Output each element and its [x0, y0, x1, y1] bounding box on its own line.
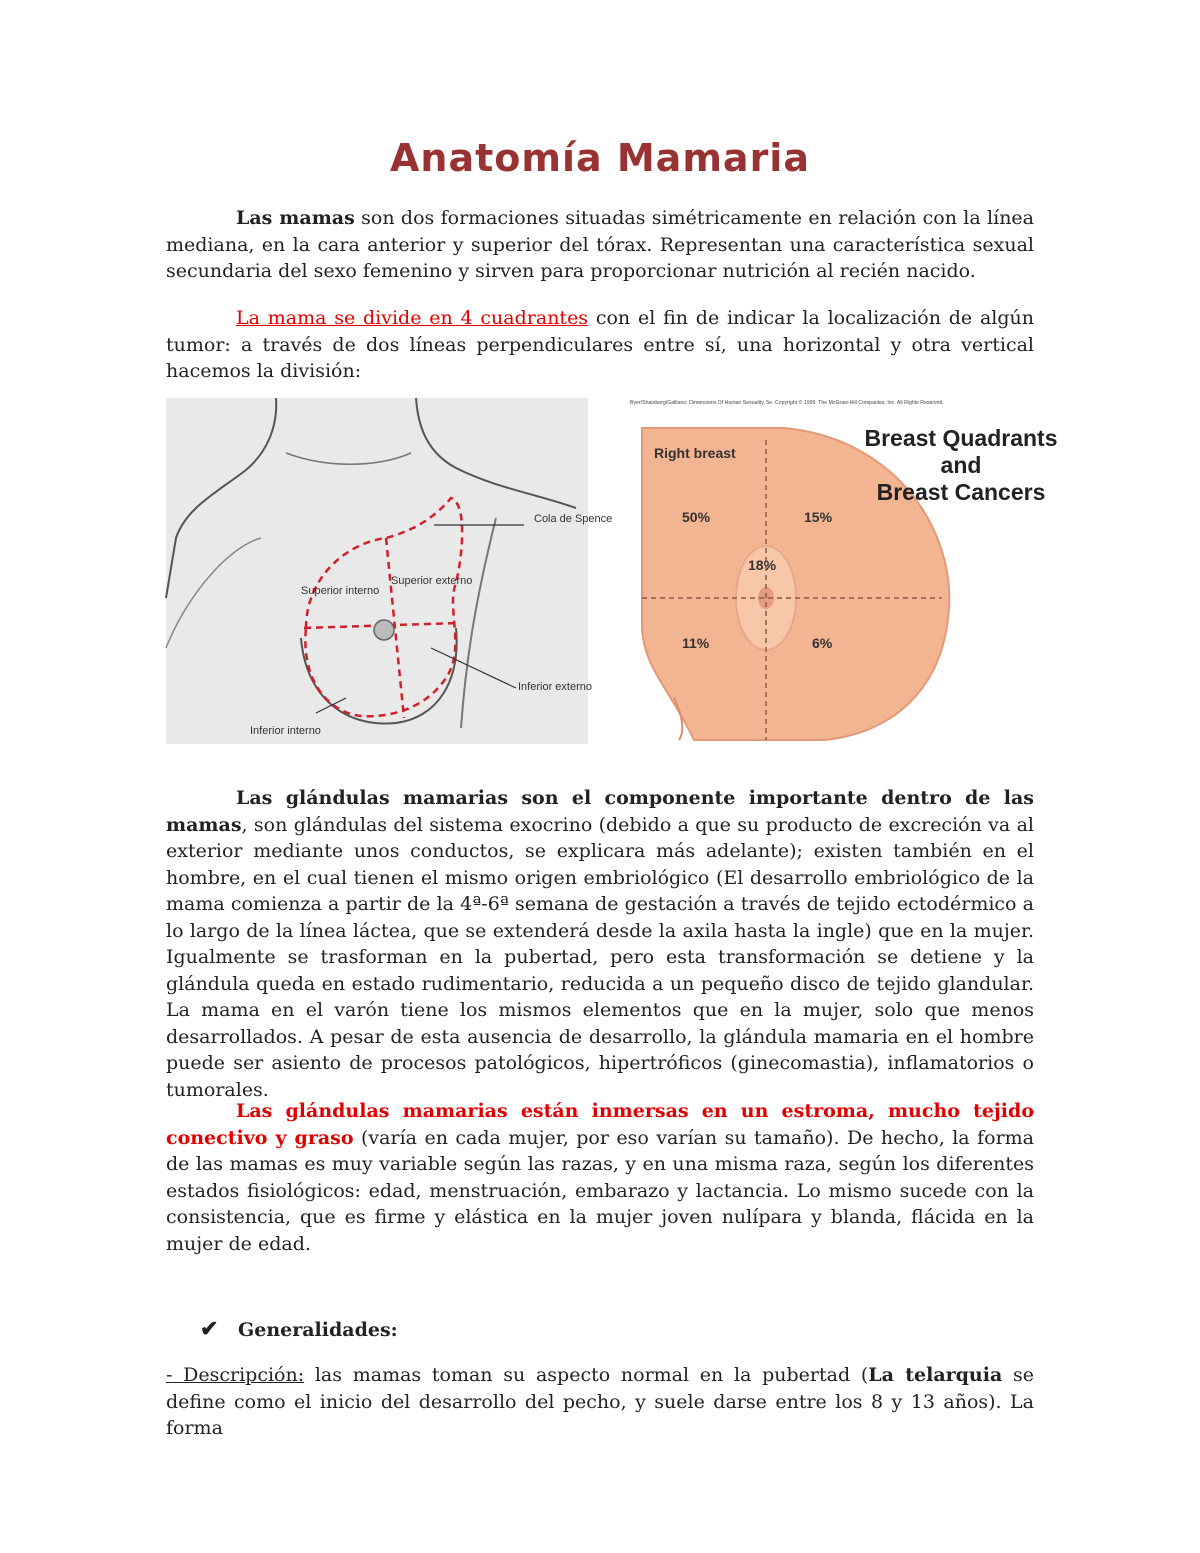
description-bold: La telarquia	[868, 1364, 1003, 1386]
label-cola-spence: Cola de Spence	[534, 513, 613, 525]
page-title: Anatomía Mamaria	[390, 136, 810, 180]
label-inferior-interno: Inferior interno	[250, 725, 321, 737]
value-lower-outer: 11%	[682, 635, 710, 651]
label-right-breast: Right breast	[654, 445, 736, 461]
label-superior-interno: Superior interno	[301, 585, 380, 597]
value-upper-inner: 15%	[804, 509, 833, 525]
stroma-lead: Las glándulas mamarias están inmersas en un estroma, mucho tejido conectivo y graso	[166, 1100, 1034, 1149]
intro-lead: Las mamas	[236, 207, 355, 229]
stroma-text: (varía en cada mujer, por eso varían su tamaño). De hecho, la forma de las mamas es muy variable según las razas, y en una misma raza, según los diferentes estados fisiológicos: edad, menstruación, embarazo y lactancia. Lo mismo sucede con la consistencia, que es firme y elástica en la mujer joven nulípara y blanda, flácida en la mujer de edad.	[166, 1126, 1035, 1255]
quadrants-lead: La mama se divide en 4 cuadrantes	[236, 307, 589, 329]
section-heading-generalidades: Generalidades:	[238, 1319, 398, 1341]
paragraph-glands	[166, 785, 1034, 1103]
figure-anatomy-drawing	[166, 398, 613, 744]
intro-text: son dos formaciones situadas simétricamente en relación con la línea mediana, en la cara anterior y superior del tórax. Representan una característica sexual secundaria del sexo femenino y sirven para proporcionar nutrición al recién nacido.	[166, 207, 1034, 282]
figure-credit: Byer/Shainberg/Galliano: Dimensions Of Human Sexuality, 5e. Copyright © 1999. The McGraw-Hill Companies, Inc. All Rights Reserved.	[630, 400, 944, 406]
paragraph-stroma	[166, 1098, 1034, 1257]
label-inferior-externo: Inferior externo	[518, 681, 592, 693]
value-upper-outer: 50%	[682, 509, 711, 525]
figure-breast-quadrants	[624, 388, 1070, 740]
checkmark-icon: ✔	[200, 1316, 219, 1342]
value-center: 18%	[748, 557, 777, 573]
paragraph-description	[166, 1362, 1034, 1442]
figure-title-line3: Breast Cancers	[876, 479, 1046, 505]
description-text-2: se define como el inicio del desarrollo del pecho, y suele darse entre los 8 y 13 años). La forma	[166, 1364, 1034, 1439]
glands-lead: Las glándulas mamarias son el componente importante dentro de las mamas	[166, 787, 1034, 836]
paragraph-quadrants	[166, 305, 1034, 385]
figure-title-line1: Breast Quadrants	[864, 425, 1058, 451]
paragraph-intro	[166, 205, 1034, 285]
glands-text: , son glándulas del sistema exocrino (debido a que su producto de excreción va al exterior mediante unos conductos, se explicara más adelante); existen también en el hombre, en el cual tienen el mismo origen embriológico (El desarrollo embriológico de la mama comienza a partir de la 4ª-6ª semana de gestación a través de tejido ectodérmico a lo largo de la línea láctea, que se extenderá desde la axila hasta la ingle) que en la mujer. Igualmente se trasforman en la pubertad, pero esta transformación se detiene y la glándula queda en estado rudimentario, reducida a un pequeño disco de tejido glandular. La mama en el varón tiene los mismos elementos que en la mujer, solo que menos desarrollados. A pesar de esta ausencia de desarrollo, la glándula mamaria en el hombre puede ser asiento de procesos patológicos, hipertróficos (ginecomastia), inflamatorios o tumorales.	[166, 813, 1034, 1101]
label-superior-externo: Superior externo	[391, 575, 473, 587]
quadrants-text: con el fin de indicar la localización de algún tumor: a través de dos líneas perpendiculares entre sí, una horizontal y otra vertical hacemos la división:	[166, 307, 1034, 382]
description-label: - Descripción:	[166, 1364, 305, 1386]
figure-title-line2: and	[940, 452, 982, 478]
value-lower-inner: 6%	[812, 635, 833, 651]
nipple	[374, 620, 394, 640]
description-text-1: las mamas toman su aspecto normal en la pubertad (	[304, 1364, 869, 1386]
